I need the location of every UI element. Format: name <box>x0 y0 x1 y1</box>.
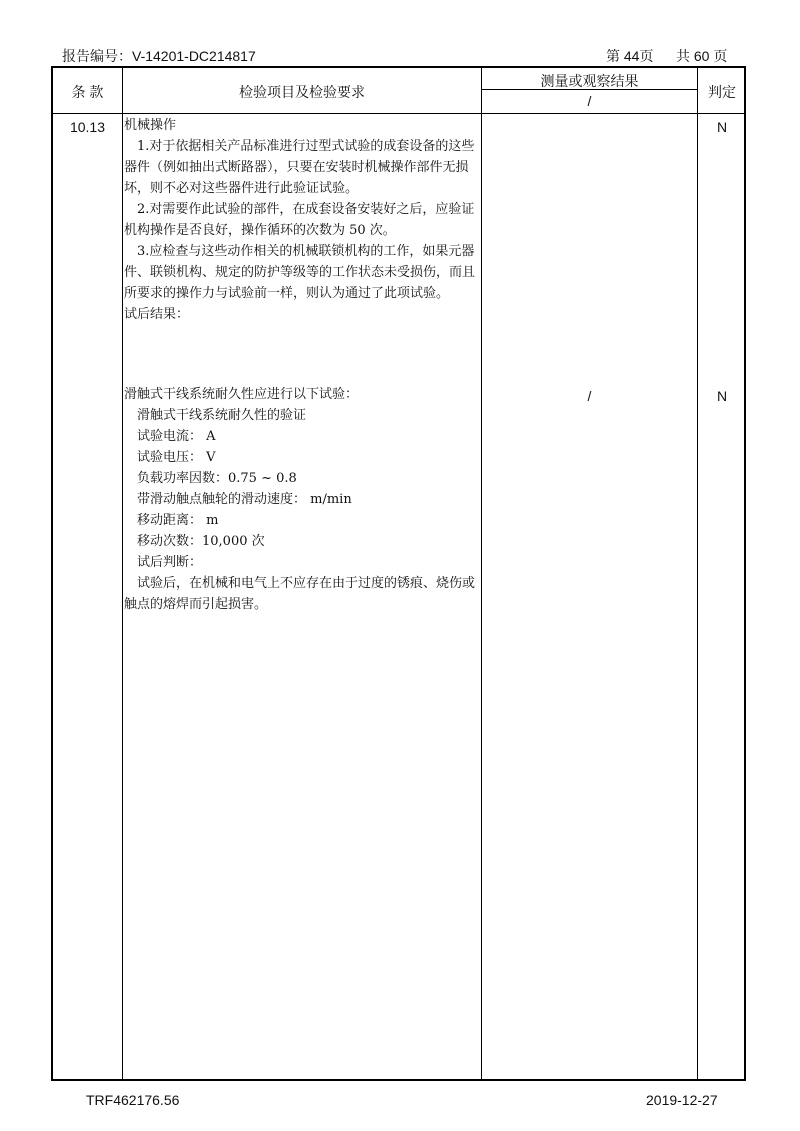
row1-verdict: N <box>716 119 728 135</box>
form-number: TRF462176.56 <box>86 1092 180 1108</box>
issue-date: 2019-12-27 <box>646 1092 718 1108</box>
row2-verdict: N <box>716 388 728 404</box>
col-divider-clause <box>122 68 123 1081</box>
header-result: 测量或观察结果 <box>540 73 639 89</box>
row2-title: 滑触式干线系统耐久性应进行以下试验： <box>124 387 359 402</box>
row2-line-5: 带滑动触点触轮的滑动速度： m/min <box>137 492 352 507</box>
row1-title: 机械操作 <box>124 118 177 133</box>
row1-content <box>124 115 479 325</box>
row2-line-8: 试后判断： <box>137 555 203 570</box>
row2-line-4: 负载功率因数：0.75 ~ 0.8 <box>137 471 297 486</box>
header-clause: 条 款 <box>71 84 104 100</box>
row1-paragraph-2: 2.对需要作此试验的部件，在成套设备安装好之后，应验证机构操作是否良好，操作循环的次数为 50 次。 <box>124 202 475 238</box>
header-result-sub: / <box>587 93 592 109</box>
row2-content <box>124 384 479 615</box>
row1-after-result: 试后结果： <box>124 307 190 322</box>
row2-line-6: 移动距离： m <box>137 513 219 528</box>
row1-paragraph-1: 1.对于依据相关产品标准进行过型式试验的成套设备的这些器件（例如抽出式断路器），只要在安装时机械操作部件无损坏，则不必对这些器件进行此验证试验。 <box>124 139 475 196</box>
row2-line-1: 滑触式干线系统耐久性的验证 <box>137 408 307 423</box>
header-item: 检验项目及检验要求 <box>239 84 365 100</box>
page-total: 共 60 页 <box>676 48 728 64</box>
row2-result: / <box>587 388 592 404</box>
row2-line-3: 试验电压： V <box>137 450 216 465</box>
row1-clause: 10.13 <box>69 119 106 135</box>
page-number: 第 44页 <box>606 48 654 64</box>
row2-line-2: 试验电流： A <box>137 429 216 444</box>
col-divider-item <box>481 68 482 1081</box>
row1-paragraph-3: 3.应检查与这些动作相关的机械联锁机构的工作，如果元器件、联锁机构、规定的防护等级等的工作状态未受损伤，而且所要求的操作力与试验前一样，则认为通过了此项试验。 <box>124 244 476 301</box>
report-number: 报告编号：V-14201-DC214817 <box>62 48 256 64</box>
row2-line-7: 移动次数：10,000 次 <box>137 534 265 549</box>
inspection-table <box>51 66 746 1081</box>
row2-conclusion: 试验后，在机械和电气上不应存在由于过度的锈痕、烧伤或触点的熔焊而引起损害。 <box>124 576 476 612</box>
header-rule <box>53 113 746 114</box>
col-divider-result <box>697 68 698 1081</box>
header-verdict: 判定 <box>708 84 736 100</box>
